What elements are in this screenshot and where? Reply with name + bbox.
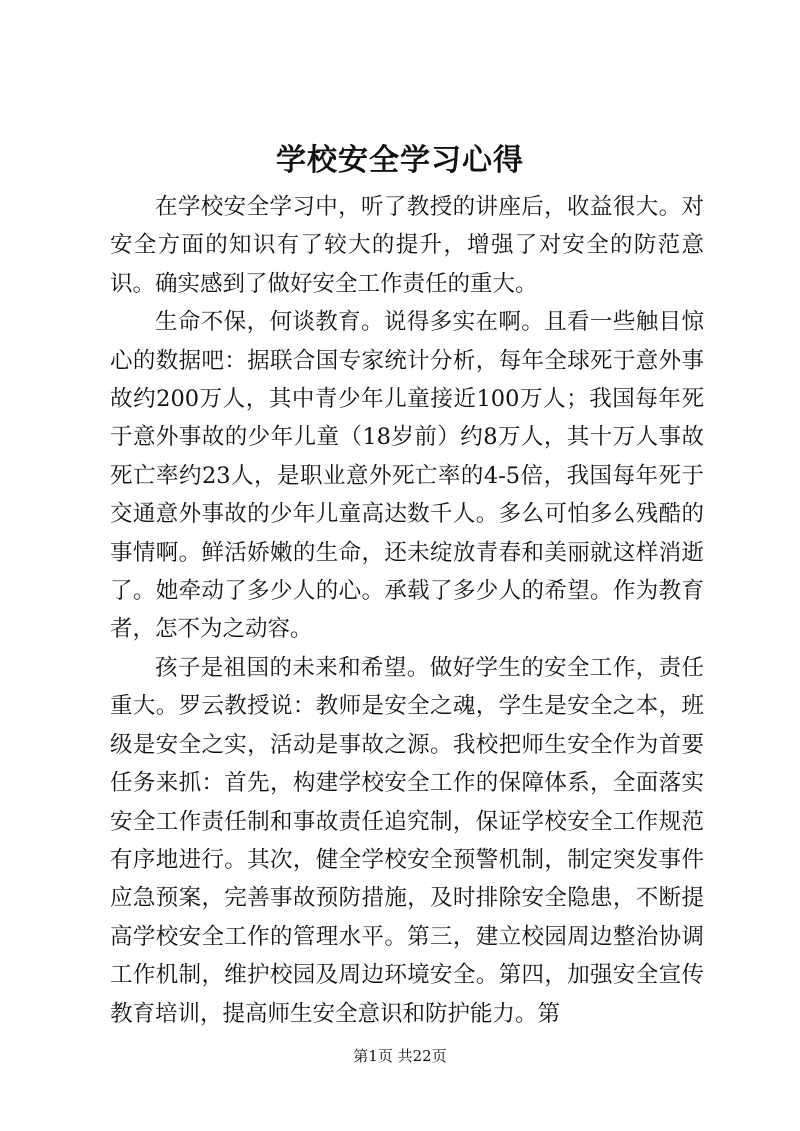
paragraph: 生命不保，何谈教育。说得多实在啊。且看一些触目惊心的数据吧：据联合国专家统计分析，每年全球死于意外事故约200万人，其中青少年儿童接近100万人；我国每年死于意外事故的少年儿童（18岁前）约8万人，其十万人事故死亡率约23人，是职业意外死亡率的4-5倍，我国每年死于交通意外事故的少年儿童高达数千人。多么可怕多么残酷的事情啊。鲜活娇嫩的生命，还未绽放青春和美丽就这样消逝了。她牵动了多少人的心。承载了多少人的希望。作为教育者，怎不为之动容。 xyxy=(110,309,704,643)
document-title: 学校安全学习心得 xyxy=(276,143,524,178)
paragraph: 在学校安全学习中，听了教授的讲座后，收益很大。对安全方面的知识有了较大的提升，增强了对安全的防范意识。确实感到了做好安全工作责任的重大。 xyxy=(110,194,704,297)
document-body xyxy=(110,188,704,1033)
page-footer: 第1页 共22页 xyxy=(353,1047,447,1065)
paragraph: 孩子是祖国的未来和希望。做好学生的安全工作，责任重大。罗云教授说：教师是安全之魂，学生是安全之本，班级是安全之实，活动是事故之源。我校把师生安全作为首要任务来抓：首先，构建学校安全工作的保障体系，全面落实安全工作责任制和事故责任追究制，保证学校安全工作规范有序地进行。其次，健全学校安全预警机制，制定突发事件应急预案，完善事故预防措施，及时排除安全隐患，不断提高学校安全工作的管理水平。第三，建立校园周边整治协调工作机制，维护校园及周边环境安全。第四，加强安全宣传教育培训，提高师生安全意识和防护能力。第 xyxy=(110,654,704,1027)
